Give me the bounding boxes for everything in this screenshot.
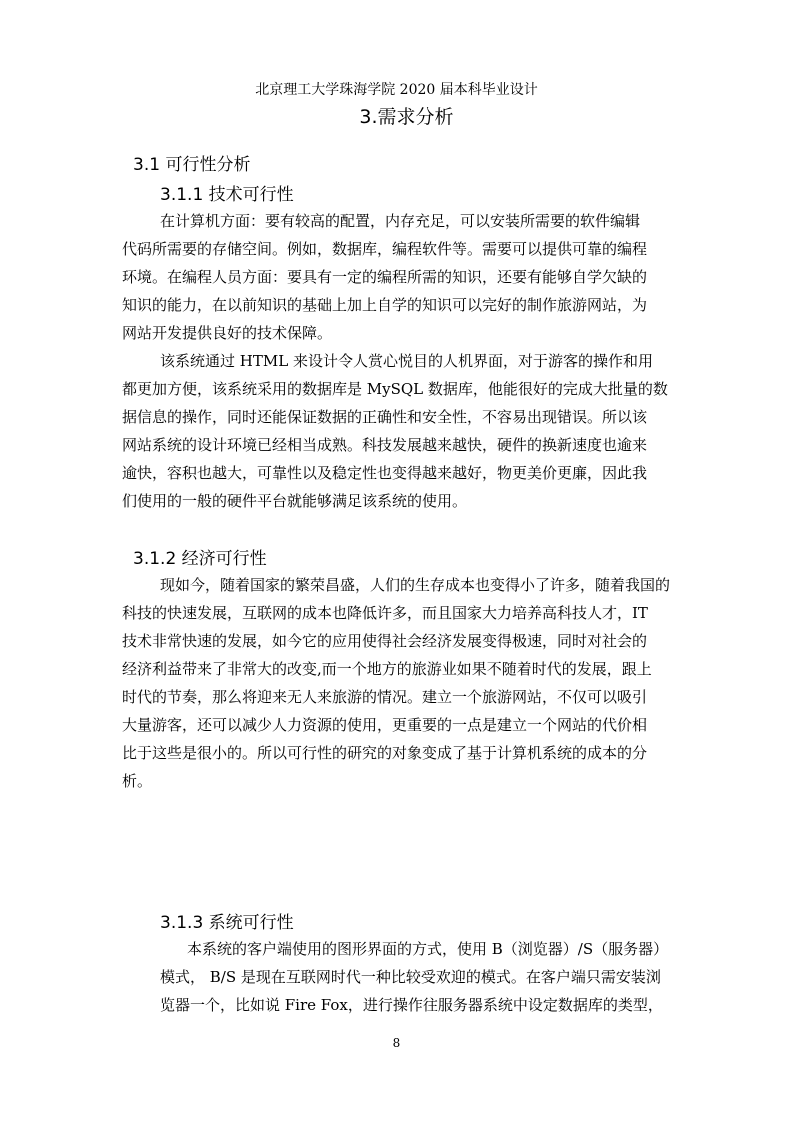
paragraph-line: 经济利益带来了非常大的改变,而一个地方的旅游业如果不随着时代的发展，跟上	[122, 660, 652, 678]
page-header: 北京理工大学珠海学院 2020 届本科毕业设计	[255, 82, 538, 98]
paragraph-line: 大量游客，还可以减少人力资源的使用，更重要的一点是建立一个网站的代价相	[122, 716, 648, 734]
paragraph-line: 时代的节奏，那么将迎来无人来旅游的情况。建立一个旅游网站，不仅可以吸引	[122, 688, 648, 706]
paragraph-line: 代码所需要的存储空间。例如，数据库，编程软件等。需要可以提供可靠的编程	[122, 240, 648, 258]
section-heading-3-1-1: 3.1.1 技术可行性	[160, 185, 294, 205]
paragraph-line: 览器一个，比如说 Fire Fox，进行操作往服务器系统中设定数据库的类型，	[160, 996, 663, 1014]
paragraph-line: 技术非常快速的发展，如今它的应用使得社会经济发展变得极速，同时对社会的	[122, 632, 648, 650]
paragraph-line: 本系统的客户端使用的图形界面的方式，使用 B（浏览器）/S（服务器）	[187, 940, 669, 958]
paragraph-line: 现如今，随着国家的繁荣昌盛，人们的生存成本也变得小了许多，随着我国的	[160, 576, 671, 594]
section-heading-3-1-2: 3.1.2 经济可行性	[133, 549, 267, 569]
paragraph-line: 模式， B/S 是现在互联网时代一种比较受欢迎的模式。在客户端只需安装浏	[160, 968, 661, 986]
paragraph-line: 们使用的一般的硬件平台就能够满足该系统的使用。	[122, 492, 468, 510]
paragraph-line: 网站系统的设计环境已经相当成熟。科技发展越来越快，硬件的换新速度也逾来	[122, 436, 648, 454]
paragraph-line: 网站开发提供良好的技术保障。	[122, 324, 333, 342]
paragraph-line: 逾快，容积也越大，可靠性以及稳定性也变得越来越好，物更美价更廉，因此我	[122, 464, 648, 482]
page-number: 8	[392, 1036, 401, 1050]
paragraph-line: 比于这些是很小的。所以可行性的研究的对象变成了基于计算机系统的成本的分	[122, 744, 648, 762]
paragraph-line: 环境。在编程人员方面：要具有一定的编程所需的知识，还要有能够自学欠缺的	[122, 268, 648, 286]
paragraph-line: 据信息的操作，同时还能保证数据的正确性和安全性，不容易出现错误。所以该	[122, 408, 648, 426]
paragraph-line: 该系统通过 HTML 来设计令人赏心悦目的人机界面，对于游客的操作和用	[160, 352, 653, 370]
paragraph-line: 析。	[122, 772, 153, 790]
paragraph-line: 知识的能力，在以前知识的基础上加上自学的知识可以完好的制作旅游网站，为	[122, 296, 648, 314]
paragraph-line: 科技的快速发展，互联网的成本也降低许多，而且国家大力培养高科技人才，IT	[122, 604, 648, 622]
paragraph-line: 在计算机方面：要有较高的配置，内存充足，可以安装所需要的软件编辑	[160, 212, 641, 230]
section-heading-3-1: 3.1 可行性分析	[133, 155, 251, 175]
chapter-title: 3.需求分析	[359, 106, 454, 128]
paragraph-line: 都更加方便，该系统采用的数据库是 MySQL 数据库，他能很好的完成大批量的数	[122, 380, 668, 398]
section-heading-3-1-3: 3.1.3 系统可行性	[160, 913, 294, 933]
